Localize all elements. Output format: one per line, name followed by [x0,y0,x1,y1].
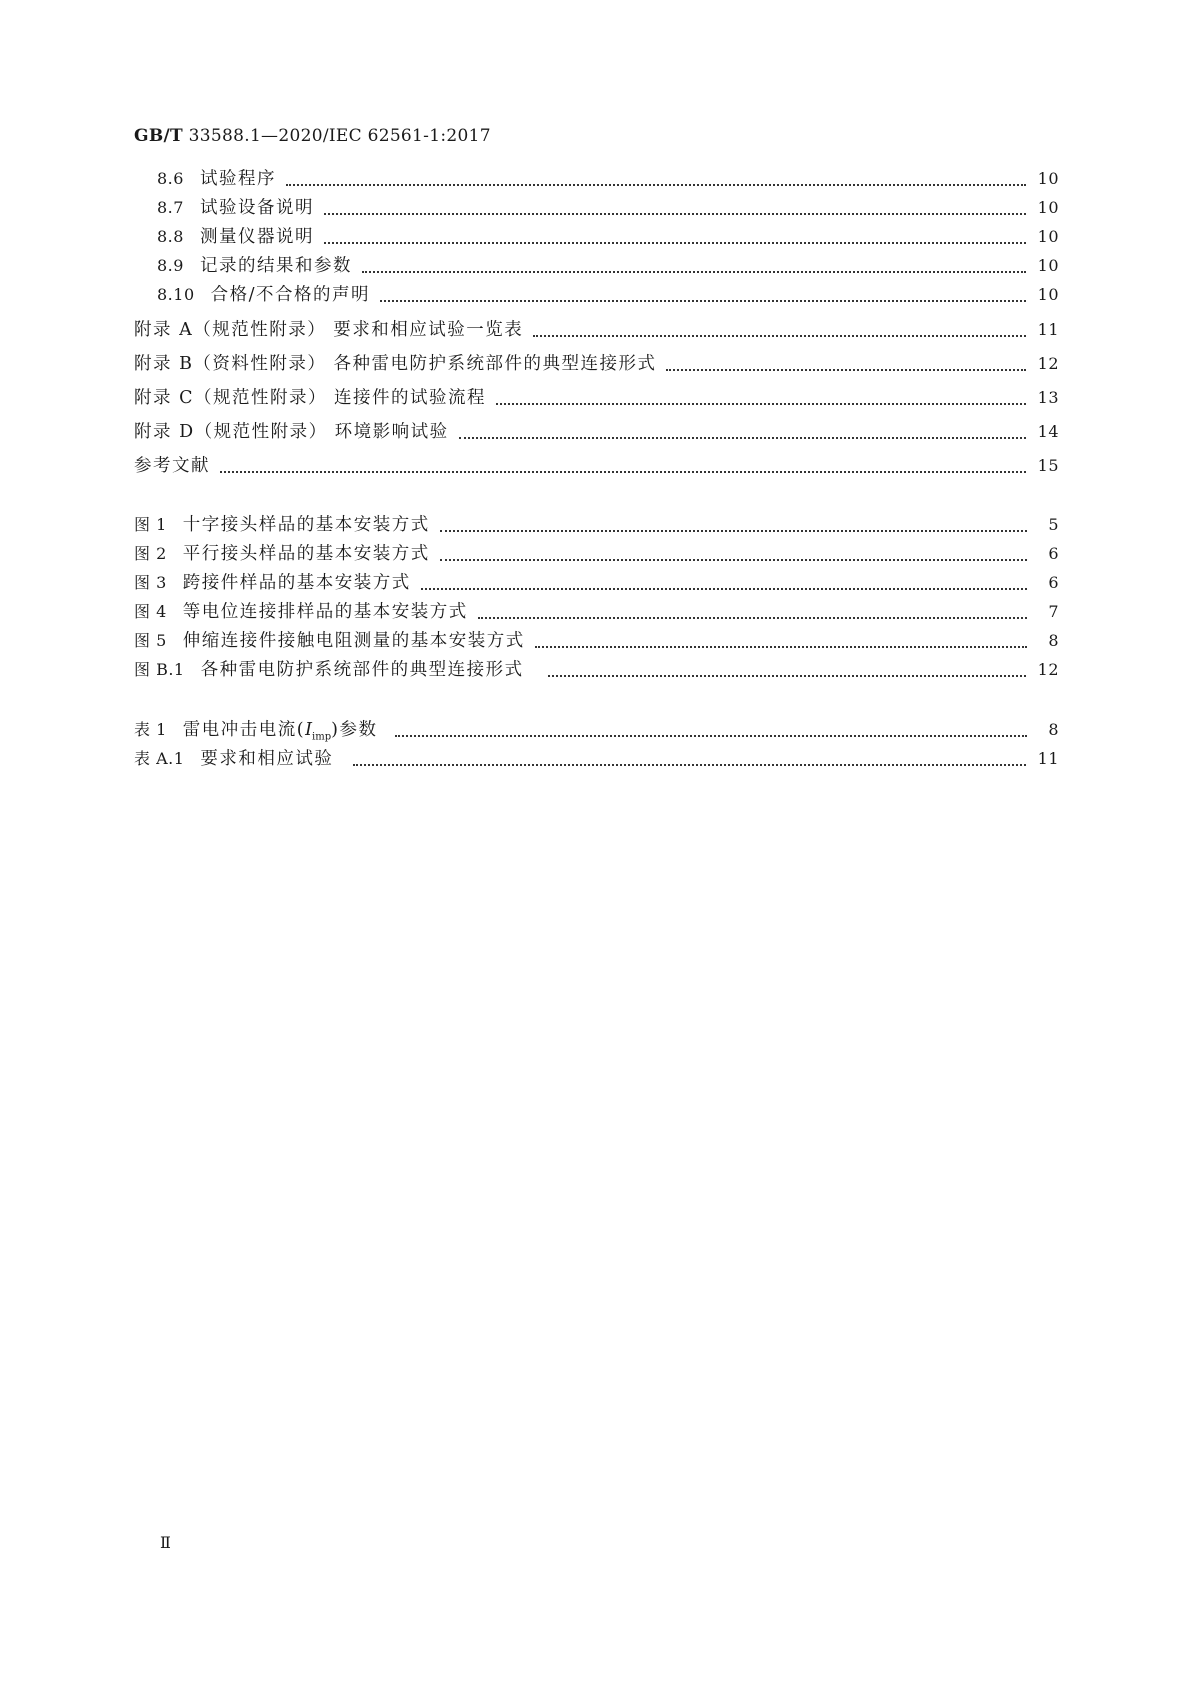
leader-dots [440,530,1027,532]
toc-entry-page: 5 [1048,515,1059,534]
figure-number: 图 4 [134,602,167,621]
figure-number: 图 5 [134,631,167,650]
title-suffix: )参数 [331,720,378,740]
toc-entry-page: 6 [1048,544,1059,563]
toc-entry-page: 8 [1048,720,1059,739]
toc-entry-annex-a[interactable] [134,318,1059,342]
document-header [134,126,491,146]
toc-entry-title: 平行接头样品的基本安装方式 [182,544,430,564]
page-number: Ⅱ [160,1533,171,1552]
toc-entry-page: 12 [1037,354,1059,373]
leader-dots [478,617,1027,619]
table-number: 表 1 [134,720,167,739]
toc-entry-title: 测量仪器说明 [199,227,314,247]
toc-entry[interactable] [157,167,1059,191]
toc-entry-title: 附录 B（资料性附录） 各种雷电防护系统部件的典型连接形式 [134,354,657,374]
toc-entry-bibliography[interactable] [134,454,1059,478]
toc-entry-title: 附录 D（规范性附录） 环境影响试验 [134,422,449,442]
toc-entry-annex-d[interactable] [134,420,1059,444]
leader-dots [548,675,1026,677]
figure-number: 图 1 [134,515,167,534]
toc-entry-page: 10 [1037,227,1059,246]
toc-entry-figure[interactable] [134,658,1059,682]
toc-entry-title: 十字接头样品的基本安装方式 [182,515,430,535]
leader-dots [459,437,1026,439]
leader-dots [324,213,1026,215]
toc-entry-figure[interactable] [134,600,1059,624]
figure-number: 图 B.1 [134,660,185,679]
standard-number: 33588.1—2020/IEC 62561-1:2017 [182,126,491,146]
toc-entry-page: 8 [1048,631,1059,650]
toc-entry-title [183,718,378,750]
toc-entry-page: 11 [1037,749,1059,768]
toc-entry-figure[interactable] [134,542,1059,566]
leader-dots [395,735,1027,737]
toc-entry-title: 试验程序 [199,169,276,189]
toc-entry-number: 8.7 [157,198,184,217]
leader-dots [220,471,1026,473]
toc-entry-figure[interactable] [134,513,1059,537]
toc-entry-title: 合格/不合格的声明 [210,285,371,305]
standard-code: GB/T [134,126,183,146]
leader-dots [286,184,1026,186]
leader-dots [496,403,1026,405]
toc-entry[interactable] [157,283,1059,307]
figure-number: 图 3 [134,573,167,592]
current-subscript: imp [312,731,332,743]
toc-entry-table[interactable] [134,718,1059,742]
leader-dots [380,300,1026,302]
toc-entry-title: 参考文献 [134,456,210,476]
toc-entry-annex-c[interactable] [134,386,1059,410]
leader-dots [362,271,1026,273]
toc-entry-title: 附录 C（规范性附录） 连接件的试验流程 [134,388,487,408]
leader-dots [533,335,1025,337]
toc-entry-annex-b[interactable] [134,352,1059,376]
title-prefix: 雷电冲击电流( [182,720,306,740]
toc-entry-number: 8.10 [157,285,195,304]
toc-entry-page: 10 [1037,256,1059,275]
toc-entry-title: 各种雷电防护系统部件的典型连接形式 [200,660,524,680]
toc-entry-table[interactable] [134,747,1059,771]
leader-dots [353,764,1025,766]
toc-entry-title: 要求和相应试验 [200,749,334,769]
leader-dots [666,369,1025,371]
toc-entry-title: 附录 A（规范性附录） 要求和相应试验一览表 [134,320,524,340]
toc-entry-page: 14 [1037,422,1059,441]
toc-entry[interactable] [157,225,1059,249]
toc-entry-page: 11 [1037,320,1059,339]
toc-entry[interactable] [157,254,1059,278]
current-symbol: I [305,720,313,740]
toc-entry-title: 试验设备说明 [199,198,314,218]
leader-dots [421,588,1027,590]
toc-entry-title: 跨接件样品的基本安装方式 [182,573,411,593]
toc-entry-page: 13 [1037,388,1059,407]
toc-entry-title: 伸缩连接件接触电阻测量的基本安装方式 [182,631,525,651]
toc-entry-figure[interactable] [134,571,1059,595]
toc-entry-number: 8.9 [157,256,184,275]
leader-dots [535,646,1027,648]
toc-entry-page: 10 [1037,198,1059,217]
toc-entry-figure[interactable] [134,629,1059,653]
table-number: 表 A.1 [134,749,185,768]
toc-entry-title: 记录的结果和参数 [199,256,352,276]
toc-entry[interactable] [157,196,1059,220]
toc-entry-page: 15 [1037,456,1059,475]
toc-entry-page: 12 [1037,660,1059,679]
toc-entry-number: 8.6 [157,169,184,188]
toc-entry-title: 等电位连接排样品的基本安装方式 [182,602,468,622]
toc-entry-page: 6 [1048,573,1059,592]
toc-entry-page: 7 [1048,602,1059,621]
leader-dots [440,559,1027,561]
toc-entry-page: 10 [1037,285,1059,304]
figure-number: 图 2 [134,544,167,563]
toc-entry-number: 8.8 [157,227,184,246]
toc-entry-page: 10 [1037,169,1059,188]
leader-dots [324,242,1026,244]
